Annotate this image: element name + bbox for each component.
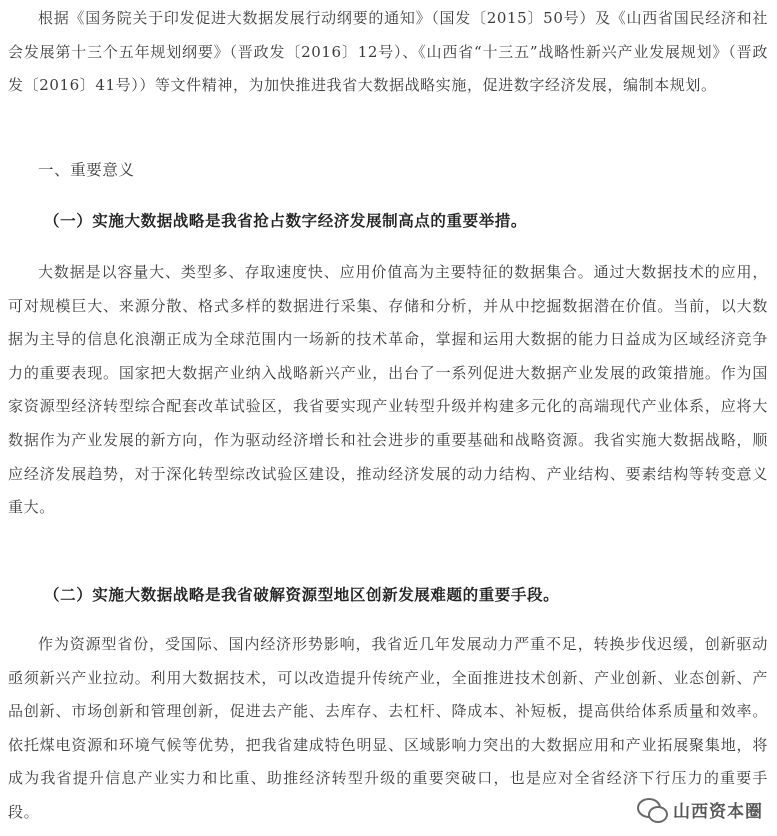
subsection-2-paragraph: 作为资源型省份，受国际、国内经济形势影响，我省近几年发展动力严重不足，转换步伐迟缓，创新驱动亟须新兴产业拉动。利用大数据技术，可以改造提升传统产业，全面推进技术创新、产业创新、业态创新、产品创新、市场创新和管理创新，促进去产能、去库存、去杠杆、降成本、补短板，提高供给体系质量和效率。依托煤电资源和环境气候等优势，把我省建成特色明显、区域影响力突出的大数据应用和产业拓展聚集地，将成为我省提升信息产业实力和比重、助推经济转型升级的重要突破口，也是应对全省经济下行压力的重要手段。 [8,635,768,821]
watermark-text: 山西资本圈 [673,802,763,822]
watermark [633,795,767,824]
subsection-1-heading: （一）实施大数据战略是我省抢占数字经济发展制高点的重要举措。 [44,211,528,230]
wechat-icon [637,798,667,822]
section-heading: 一、重要意义 [38,161,135,179]
intro-paragraph: 根据《国务院关于印发促进大数据发展行动纲要的通知》（国发〔2015〕50号）及《山西省国民经济和社会发展第十三个五年规划纲要》（晋政发〔2016〕12号）、《山西省“十三五”战略性新兴产业发展规划》（晋政发〔2016〕41号））等文件精神，为加快推进我省大数据战略实施，促进数字经济发展，编制本规划。 [8,9,768,95]
subsection-2-heading: （二）实施大数据战略是我省破解资源型地区创新发展难题的重要手段。 [44,585,560,604]
subsection-1-paragraph: 大数据是以容量大、类型多、存取速度快、应用价值高为主要特征的数据集合。通过大数据技术的应用，可对规模巨大、来源分散、格式多样的数据进行采集、存储和分析，并从中挖掘数据潜在价值。当前，以大数据为主导的信息化浪潮正成为全球范围内一场新的技术革命，掌握和运用大数据的能力日益成为区域经济竞争力的重要表现。国家把大数据产业纳入战略新兴产业，出台了一系列促进大数据产业发展的政策措施。作为国家资源型经济转型综合配套改革试验区，我省要实现产业转型升级并构建多元化的高端现代产业体系，应将大数据作为产业发展的新方向，作为驱动经济增长和社会进步的重要基础和战略资源。我省实施大数据战略，顺应经济发展趋势，对于深化转型综改试验区建设，推动经济发展的动力结构、产业结构、要素结构等转变意义重大。 [8,263,768,517]
